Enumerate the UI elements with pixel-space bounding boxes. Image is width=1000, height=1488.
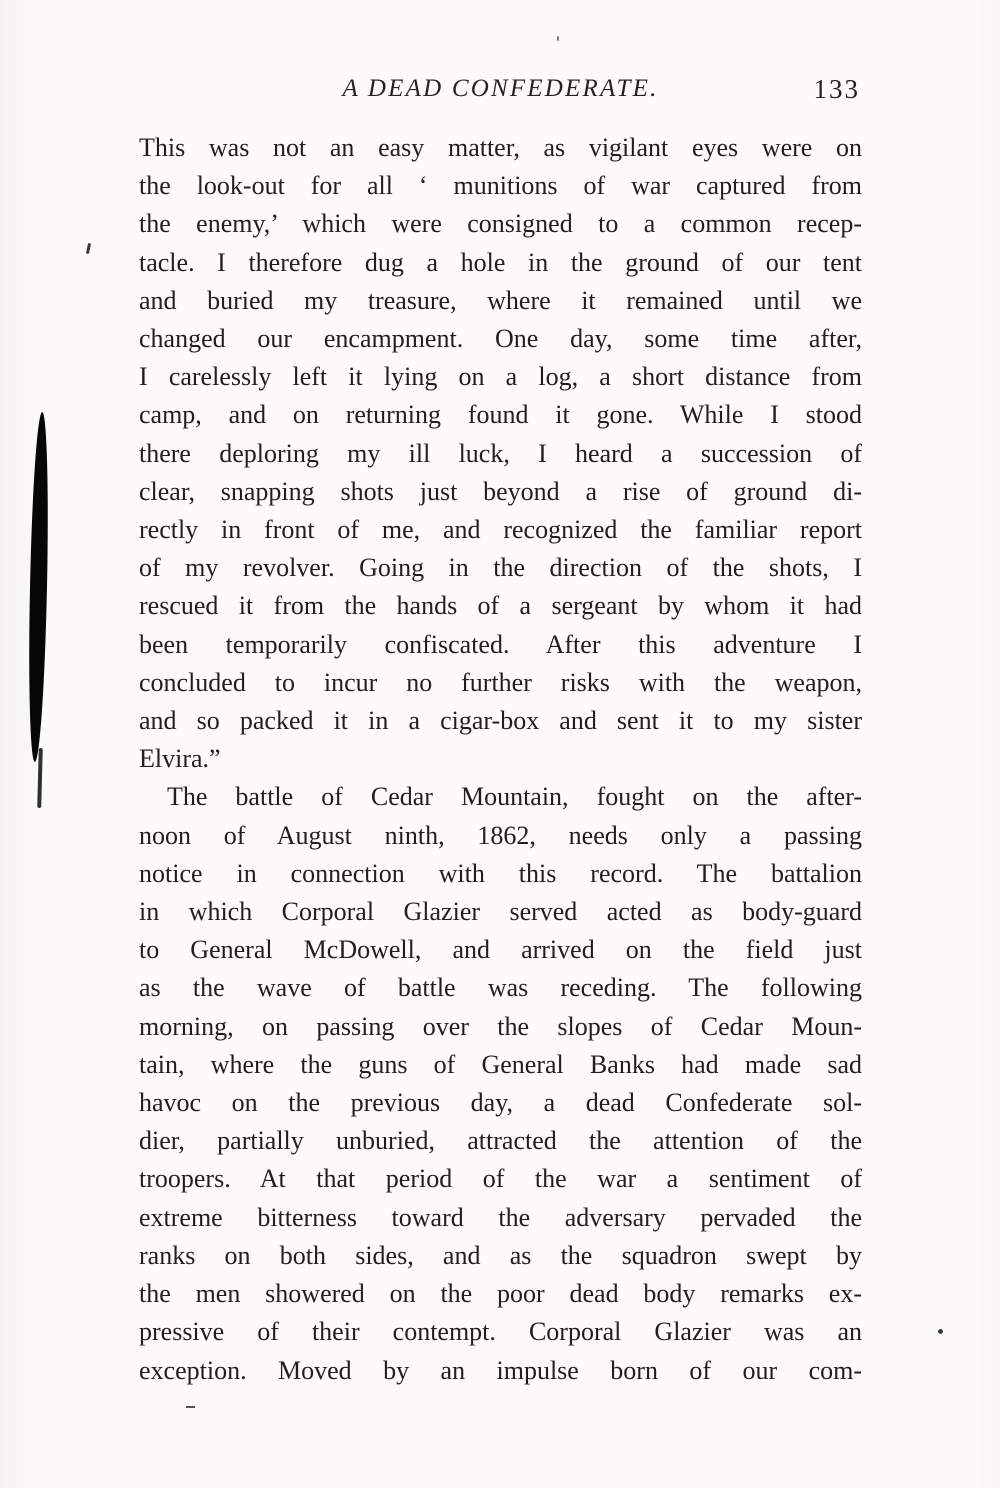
text-line: exception. Moved by an impulse born of our com- xyxy=(139,1355,862,1385)
text-line: changed our encampment. One day, some time after, xyxy=(139,324,862,354)
text-line: the enemy,’ which were consigned to a common recep- xyxy=(139,209,862,239)
text-line: to General McDowell, and arrived on the field just xyxy=(139,935,862,965)
text-line: pressive of their contempt. Corporal Glazier was an xyxy=(139,1317,862,1347)
scan-speck xyxy=(938,1329,943,1334)
text-line: as the wave of battle was receding. The following xyxy=(139,973,862,1003)
text-line: concluded to incur no further risks with the weapon, xyxy=(139,667,862,697)
page-number: 133 xyxy=(813,74,860,104)
text-line: of my revolver. Going in the direction of the shots, I xyxy=(139,553,862,583)
text-line: noon of August ninth, 1862, needs only a passing xyxy=(139,820,862,850)
scan-speck xyxy=(557,36,559,41)
page-body xyxy=(139,129,862,1390)
text-line: ranks on both sides, and as the squadron swept by xyxy=(139,1240,862,1270)
text-line: This was not an easy matter, as vigilant eyes were on xyxy=(139,133,862,162)
text-line: rescued it from the hands of a sergeant by whom it had xyxy=(139,591,862,621)
text-line: and buried my treasure, where it remained until we xyxy=(139,285,862,315)
text-line: Elvira.” xyxy=(139,744,221,774)
text-line: extreme bitterness toward the adversary pervaded the xyxy=(139,1202,862,1232)
paragraph xyxy=(139,778,862,1389)
page-header xyxy=(139,74,862,114)
text-line: and so packed it in a cigar-box and sent it to my sister xyxy=(139,706,862,736)
text-line: tacle. I therefore dug a hole in the ground of our tent xyxy=(139,247,862,277)
text-line: there deploring my ill luck, I heard a succession of xyxy=(139,438,862,468)
text-line: rectly in front of me, and recognized the familiar report xyxy=(139,515,862,545)
text-line: havoc on the previous day, a dead Confederate sol- xyxy=(139,1088,862,1118)
text-line: clear, snapping shots just beyond a rise of ground di- xyxy=(139,476,862,506)
text-line: tain, where the guns of General Banks had made sad xyxy=(139,1049,862,1079)
text-line: in which Corporal Glazier served acted as body-guard xyxy=(139,897,862,927)
text-line: The battle of Cedar Mountain, fought on the after- xyxy=(167,782,862,812)
ink-smudge-tail-artifact xyxy=(37,748,43,808)
ink-smudge-artifact xyxy=(26,412,50,762)
text-line: notice in connection with this record. The battalion xyxy=(139,858,862,888)
text-line: been temporarily confiscated. After this adventure I xyxy=(139,629,862,659)
scan-speck xyxy=(186,1406,195,1408)
paragraph xyxy=(139,129,862,778)
text-line: morning, on passing over the slopes of Cedar Moun- xyxy=(139,1011,862,1041)
scan-speck xyxy=(86,243,91,254)
text-line: troopers. At that period of the war a sentiment of xyxy=(139,1164,862,1194)
running-head-title: A DEAD CONFEDERATE. xyxy=(342,75,659,102)
text-line: the look-out for all ‘ munitions of war captured from xyxy=(139,171,862,201)
text-line: dier, partially unburied, attracted the attention of the xyxy=(139,1126,862,1156)
text-line: camp, and on returning found it gone. While I stood xyxy=(139,400,862,430)
text-line: the men showered on the poor dead body remarks ex- xyxy=(139,1279,862,1309)
text-line: I carelessly left it lying on a log, a short distance from xyxy=(139,362,862,392)
